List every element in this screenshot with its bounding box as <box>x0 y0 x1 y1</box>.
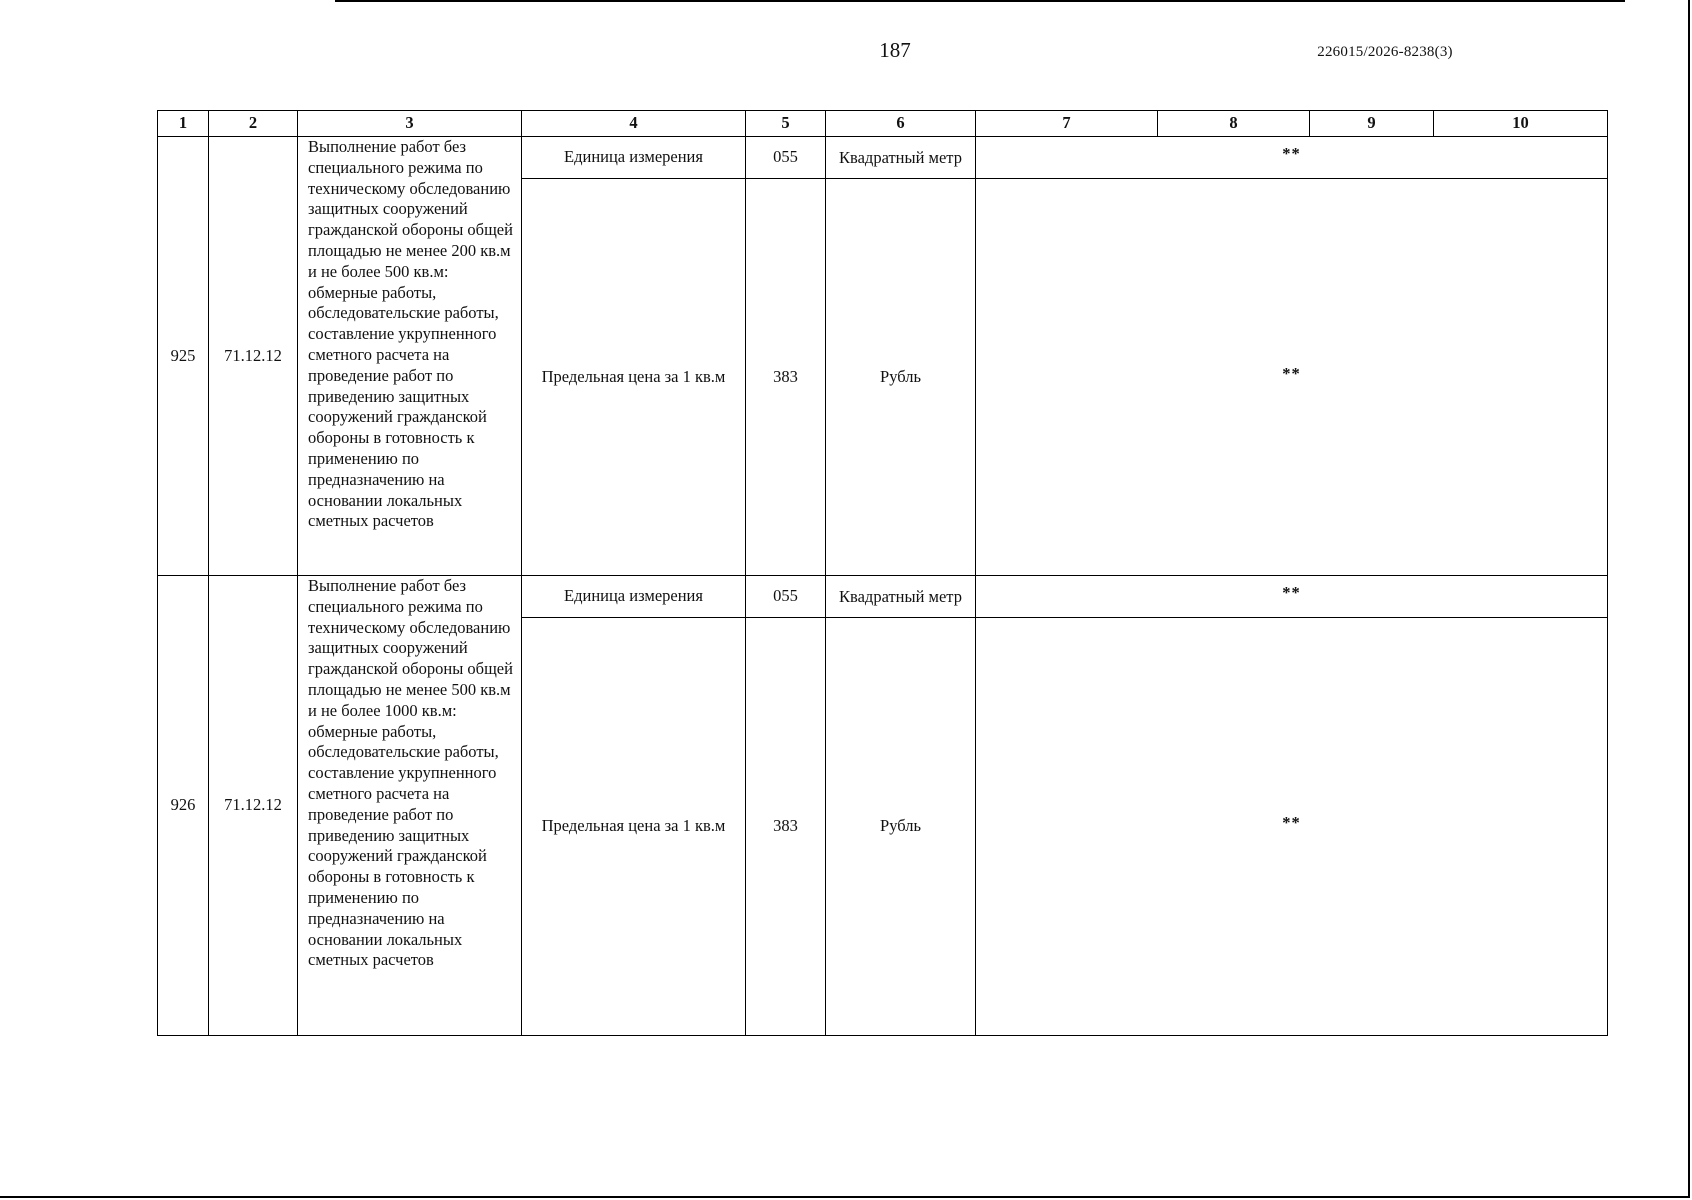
page-number: 187 <box>879 38 911 62</box>
column-header-8: 8 <box>1158 111 1310 137</box>
measure-code: 055 <box>746 137 826 179</box>
column-header-7: 7 <box>976 111 1158 137</box>
measure-label: Единица измерения <box>522 137 746 179</box>
measure-value <box>976 137 1608 179</box>
measure-unit-name: Квадратный метр <box>826 576 976 618</box>
price-unit: Рубль <box>826 179 976 576</box>
column-header-5: 5 <box>746 111 826 137</box>
value-placeholder: ** <box>1282 363 1301 383</box>
measure-label: Единица измерения <box>522 576 746 618</box>
price-value <box>976 179 1608 576</box>
document-id: 226015/2026-8238(3) <box>1317 44 1453 60</box>
column-header-6: 6 <box>826 111 976 137</box>
price-value <box>976 618 1608 1036</box>
price-label: Предельная цена за 1 кв.м <box>522 179 746 576</box>
value-placeholder: ** <box>1282 583 1301 603</box>
measure-unit-name: Квадратный метр <box>826 137 976 179</box>
column-header-4: 4 <box>522 111 746 137</box>
price-table <box>157 110 1608 1036</box>
okpd-code: 71.12.12 <box>209 137 298 576</box>
price-unit: Рубль <box>826 618 976 1036</box>
header-row <box>158 111 1608 137</box>
column-header-1: 1 <box>158 111 209 137</box>
value-placeholder: ** <box>1282 813 1301 833</box>
column-header-3: 3 <box>298 111 522 137</box>
okpd-code: 71.12.12 <box>209 576 298 1036</box>
item-description: Выполнение работ без специального режима по техническому обследованию защитных сооружений гражданской обороны общей площадью не менее 500 кв.м и не более 1000 кв.м: обмерные работы, обследовательские работы, составление укрупненного сметного расчета на проведение работ по приведению защитных сооружений гражданской обороны в готовность к применению по предназначению на основании локальных сметных расчетов <box>298 576 522 1036</box>
price-code: 383 <box>746 618 826 1036</box>
column-header-10: 10 <box>1434 111 1608 137</box>
table-row <box>158 137 1608 179</box>
item-description: Выполнение работ без специального режима по техническому обследованию защитных сооружений гражданской обороны общей площадью не менее 200 кв.м и не более 500 кв.м: обмерные работы, обследовательские работы, составление укрупненного сметного расчета на проведение работ по приведению защитных сооружений гражданской обороны в готовность к применению по предназначению на основании локальных сметных расчетов <box>298 137 522 576</box>
measure-value <box>976 576 1608 618</box>
column-header-9: 9 <box>1310 111 1434 137</box>
price-label: Предельная цена за 1 кв.м <box>522 618 746 1036</box>
price-code: 383 <box>746 179 826 576</box>
value-placeholder: ** <box>1282 144 1301 164</box>
measure-code: 055 <box>746 576 826 618</box>
column-header-2: 2 <box>209 111 298 137</box>
table-row <box>158 576 1608 618</box>
row-number: 926 <box>158 576 209 1036</box>
row-number: 925 <box>158 137 209 576</box>
top-rule <box>335 0 1625 2</box>
